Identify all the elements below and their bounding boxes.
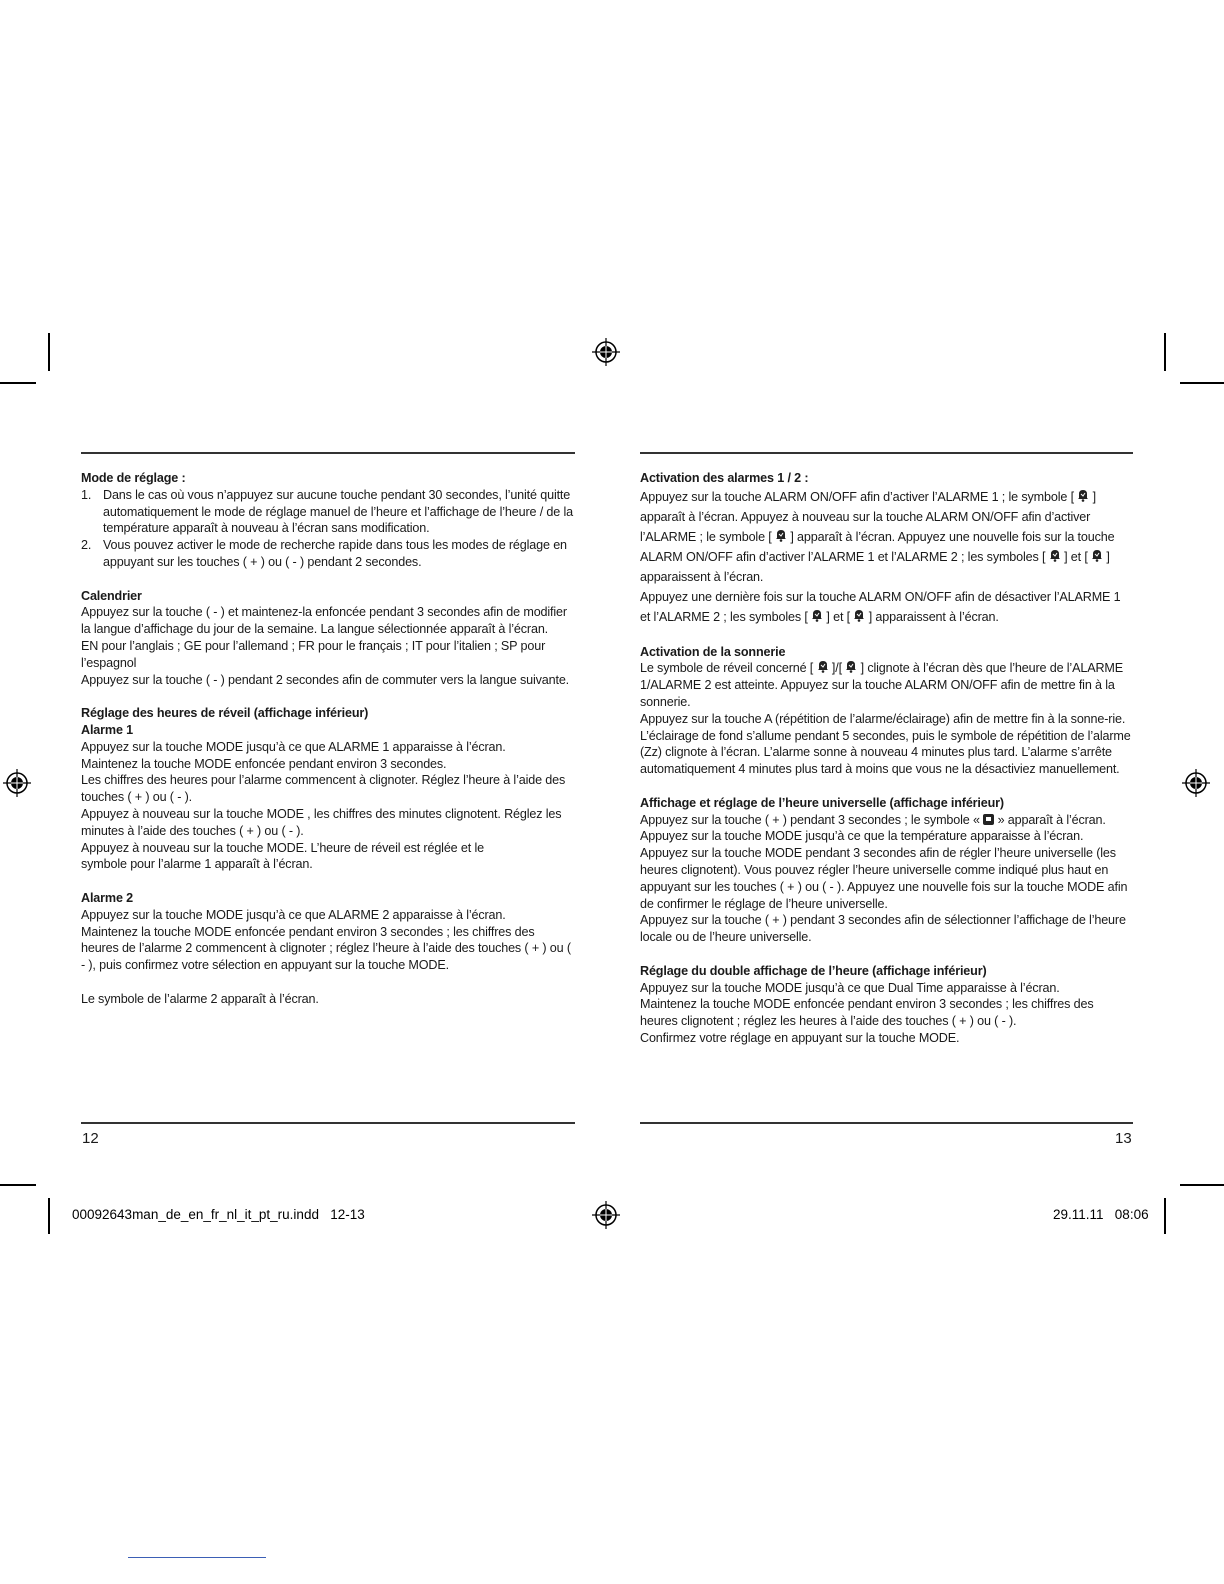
paragraph: Appuyez sur la touche MODE jusqu’à ce que ALARME 2 apparaisse à l’écran. [81,907,506,922]
text-fragment: ] apparaissent à l’écran. [868,609,999,624]
paragraph: Appuyez sur la touche ( + ) pendant 3 secondes afin de sélectionner l’affichage de l’heure locale ou de l’heure universelle. [640,913,1126,945]
list-number: 2. [81,538,92,553]
crop-mark [0,382,36,384]
list-text: Vous pouvez activer le mode de recherche rapide dans tous les modes de réglage en appuyant sur les touches ( + ) ou ( - ) pendant 2 secondes. [103,538,567,569]
bottom-rule-right [640,1122,1133,1124]
paragraph: Appuyez sur la touche MODE jusqu’à ce que ALARME 1 apparaisse à l’écran. [81,739,506,754]
paragraph: Appuyez à nouveau sur la touche MODE , les chiffres des minutes clignotent. Réglez les minutes à l’aide des touches ( + ) ou ( - ). [81,806,562,838]
paragraph: EN pour l’anglais ; GE pour l’allemand ; FR pour le français ; IT pour l’italien ; SP pour l’espagnol [81,638,546,670]
registration-mark-icon [591,1200,621,1230]
paragraph: Appuyez à nouveau sur la touche MODE. L’heure de réveil est réglée et le symbole pour l’alarme 1 apparaît à l’écran. [81,840,484,872]
paragraph [640,812,1134,829]
left-column [81,470,575,1008]
page-number-left: 12 [82,1130,99,1147]
list-text: Dans le cas où vous n’appuyez sur aucune touche pendant 30 secondes, l’unité quitte automatiquement le mode de réglage manuel de l’heure et l’affichage de l’heure / de la température apparaît à nouveau à l’écran sans modification. [103,487,573,536]
alarm-bell-icon [811,609,823,622]
list-item [81,487,575,537]
paragraph: Appuyez sur la touche ALARM ON/OFF afin d’activer l’ALARME 1 ; le symbole [ ] apparaît à l’écran. Appuyez à nouveau sur la touche ALARM ON/OFF afin d’activer l’ALARME ; le symbole [ ] apparaît à l’écran. Appuyez une nouvelle fois sur la touche ALARM ON/OFF afin d’activer l’ALARME 1 et l’ALARME 2 ; les symboles [ ] et [ ] apparaissent à l’écran. [640,489,1115,584]
list-item [81,537,575,571]
alarm-bell-icon [817,660,829,673]
alarm-bell-icon [1091,549,1103,562]
list-number: 1. [81,487,92,502]
crop-mark [48,1198,50,1234]
alarm-bell-icon [1049,549,1061,562]
paragraph: Appuyez sur la touche MODE jusqu’à ce que la température apparaisse à l’écran. [640,829,1084,844]
paragraph [640,587,1134,627]
subsection-title-alarm1: Alarme 1 [81,722,134,737]
subsection-title-alarm2: Alarme 2 [81,890,134,905]
alarm-bell-icon [775,529,787,542]
link-underline [128,1557,266,1558]
top-rule-right [640,452,1133,454]
alarm-bell-icon [1077,489,1089,502]
registration-mark-icon [2,768,32,798]
text-fragment: Appuyez sur la touche ALARM ON/OFF afin d’activer l’ALARME 1 ; le symbole [640,489,1068,504]
paragraph [640,660,1134,710]
paragraph: Appuyez sur la touche MODE jusqu’à ce que Dual Time apparaisse à l’écran. [640,980,1060,995]
crop-mark [48,333,50,371]
paragraph: Appuyez sur la touche A (répétition de l’alarme/éclairage) afin de mettre fin à la sonne-rie. L’éclairage de fond s’allume pendant 5 secondes, puis le symbole de répétition de l’alarme (Zz) clignote à l’écran. L’alarme sonne à nouveau 4 minutes plus tard. L’alarme s’arrête automatiquement 4 minutes plus tard à moins que vous ne la désactiviez manuellement. [640,711,1131,777]
text-fragment: ] apparaît à l’écran. Appuyez une nouvelle fois sur la touche ALARM ON/OFF afin d’activer l’ALARME 1 et l’ALARME 2 ; les symboles [ [640,529,1115,564]
mode-list [81,487,575,571]
crop-mark [1180,382,1224,384]
section-title-calendar: Calendrier [81,588,142,603]
text-fragment: Appuyez sur la touche ( + ) pendant 3 secondes ; le symbole « [640,812,980,827]
crop-mark [0,1184,36,1186]
section-title-dual-time: Réglage du double affichage de l’heure (affichage inférieur) [640,963,987,978]
text-fragment: Le symbole de réveil concerné [ [640,661,814,676]
page-number-right: 13 [1115,1130,1132,1147]
alarm-bell-icon [845,660,857,673]
slug-datetime: 29.11.11 08:06 [1053,1207,1149,1222]
bottom-rule-left [81,1122,575,1124]
text-fragment: ] apparaissent à l’écran. [640,549,1110,584]
paragraph: Confirmez votre réglage en appuyant sur la touche MODE. [640,1030,960,1045]
paragraph: Appuyez sur la touche ( - ) et maintenez-la enfoncée pendant 3 secondes afin de modifier la langue d’affichage du jour de la semaine. La langue sélectionnée apparaît à l’écran. [81,605,567,637]
text-fragment: » apparaît à l’écran. [997,812,1106,827]
paragraph: Appuyez sur la touche ( - ) pendant 2 secondes afin de commuter vers la langue suivante. [81,672,570,687]
right-column [640,470,1134,1047]
section-title-mode: Mode de réglage : [81,471,186,485]
section-title-world-time: Affichage et réglage de l’heure universelle (affichage inférieur) [640,795,1004,810]
registration-mark-icon [1181,768,1211,798]
section-title-wake: Réglage des heures de réveil (affichage inférieur) [81,706,369,721]
text-fragment: ] et [ [826,609,851,624]
text-fragment: ] et [ [1064,549,1088,564]
slug-filename: 00092643man_de_en_fr_nl_it_pt_ru.indd 12-13 [72,1207,365,1222]
paragraph: Maintenez la touche MODE enfoncée pendant environ 3 secondes. [81,756,447,771]
paragraph: Les chiffres des heures pour l’alarme commencent à clignoter. Réglez l’heure à l’aide des touches ( + ) ou ( - ). [81,773,566,805]
text-fragment: ] apparaît à l’écran. Appuyez à nouveau sur la touche ALARM ON/OFF afin d’activer l’ALARME ; le symbole [ [640,489,1096,544]
paragraph: Maintenez la touche MODE enfoncée pendant environ 3 secondes ; les chiffres des heures de l’alarme 2 commencent à clignoter ; réglez l’heure à l’aide des touches ( + ) ou ( - ), puis confirmez votre sélection en appuyant sur la touche MODE. [81,924,571,973]
section-title-activation: Activation des alarmes 1 / 2 : [640,471,809,485]
crop-mark [1164,1198,1166,1234]
section-title-ringing: Activation de la sonnerie [640,644,786,659]
paragraph: Maintenez la touche MODE enfoncée pendant environ 3 secondes ; les chiffres des heures clignotent ; réglez les heures à l’aide des touches ( + ) ou ( - ). [640,997,1094,1029]
alarm-bell-icon [853,609,865,622]
crop-mark [1180,1184,1224,1186]
text-fragment: ]/[ [831,661,842,676]
world-time-icon [983,814,994,825]
crop-mark [1164,333,1166,371]
paragraph: Appuyez sur la touche MODE pendant 3 secondes afin de régler l’heure universelle (les heures clignotent). Vous pouvez régler l’heure universelle comme indiqué plus haut en appuyant sur les touches ( + ) ou ( - ). Appuyez une nouvelle fois sur la touche MODE afin de confirmer le réglage de l’heure universelle. [640,846,1128,911]
text-fragment: ] clignote à l’écran dès que l’heure de l’ALARME 1/ALARME 2 est atteinte. Appuyez sur la touche ALARM ON/OFF afin de mettre fin à la sonnerie. [640,661,1123,709]
registration-mark-icon [591,337,621,367]
top-rule-left [81,452,575,454]
text-fragment: Appuyez une dernière fois sur la touche ALARM ON/OFF afin de désactiver l’ALARME 1 et l’ALARME 2 ; les symboles [ [640,589,1121,624]
paragraph: Le symbole de l’alarme 2 apparaît à l’écran. [81,991,319,1006]
